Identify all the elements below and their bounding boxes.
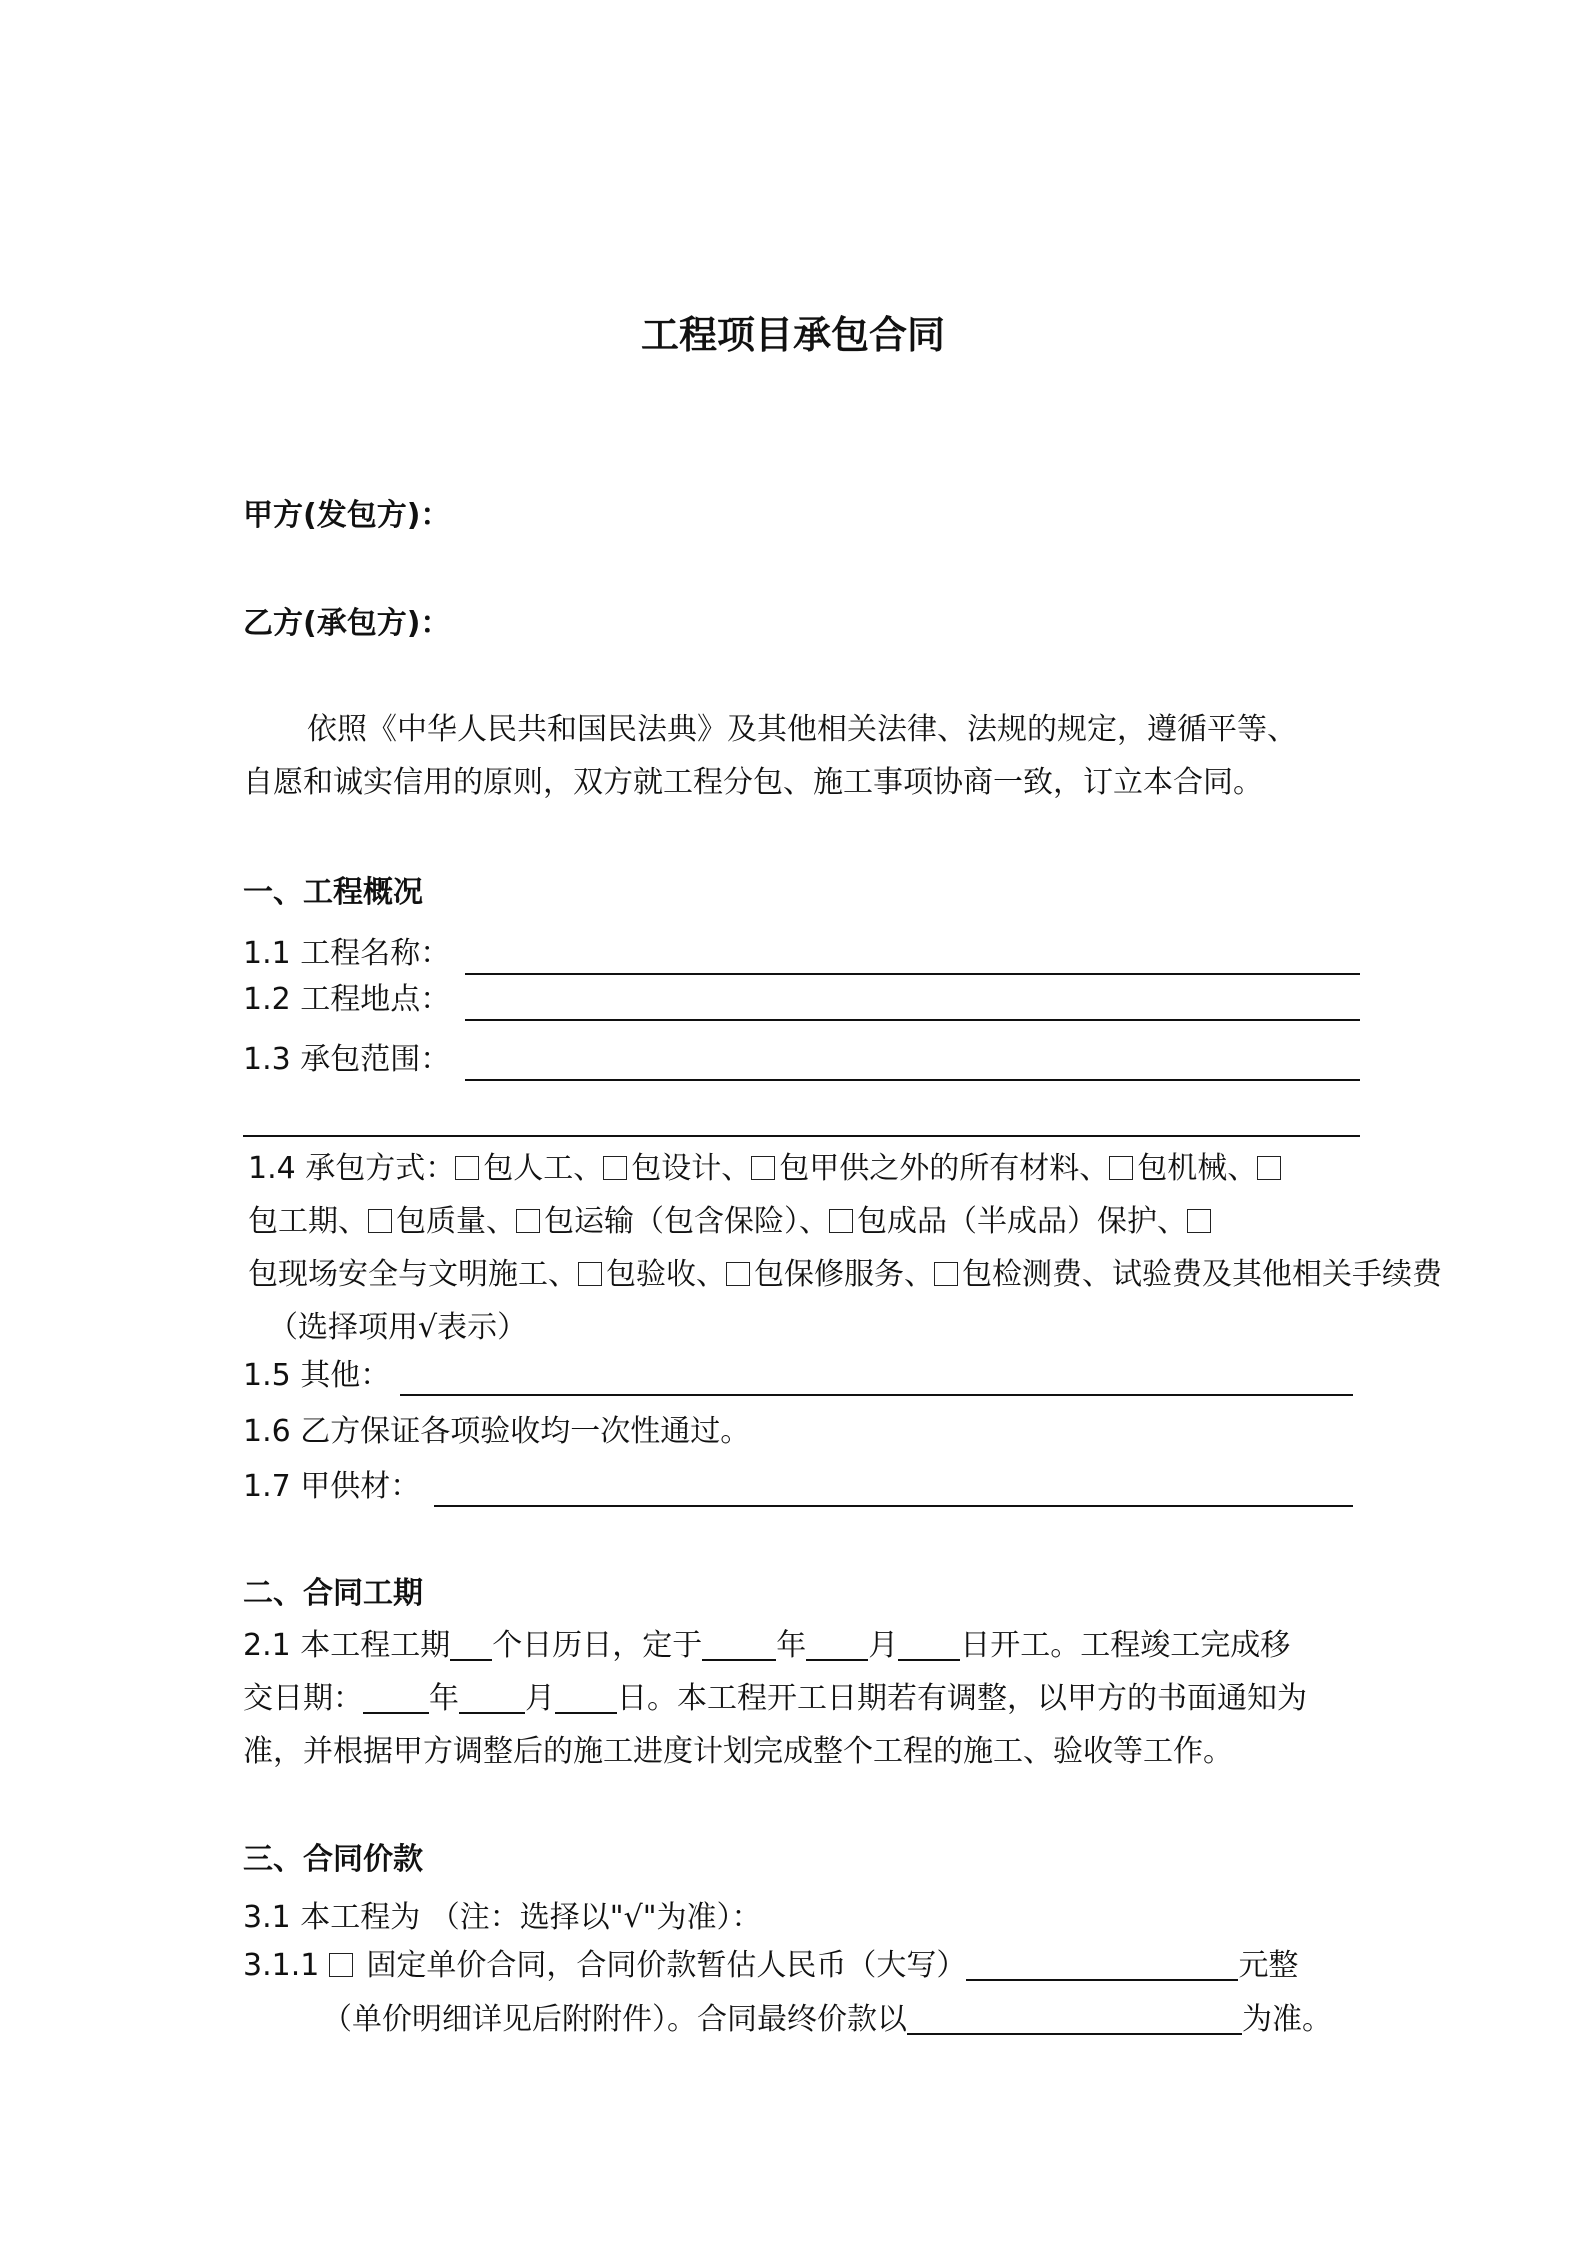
item-3-1-1-text: 固定单价合同，合同价款暂估人民币（大写） — [366, 1948, 967, 1983]
contract-title: 工程项目承包合同 — [640, 313, 945, 357]
intro-line-2: 自愿和诚实信用的原则，双方就工程分包、施工事项协商一致，订立本合同。 — [243, 765, 1263, 800]
party-a-label: 甲方(发包方)： — [243, 498, 451, 533]
item-3-1-text: 3.1 本工程为 （注：选择以"√"为准）： — [243, 1900, 762, 1935]
handover-year-blank[interactable] — [363, 1682, 429, 1714]
section-1-heading: 一、工程概况 — [243, 875, 423, 910]
checkbox-transport[interactable] — [516, 1209, 540, 1233]
item-2-1-text-adjust: 日。本工程开工日期若有调整，以甲方的书面通知为 — [617, 1681, 1307, 1716]
checkbox-warranty[interactable] — [726, 1262, 750, 1286]
option-acceptance: 包验收、 — [606, 1257, 726, 1292]
contract-scope-blank[interactable] — [465, 1079, 1360, 1081]
item-2-1-line-3: 准，并根据甲方调整后的施工进度计划完成整个工程的施工、验收等工作。 — [243, 1734, 1233, 1769]
item-2-1-month: 月 — [868, 1628, 899, 1663]
checkbox-design[interactable] — [603, 1156, 627, 1180]
start-month-blank[interactable] — [806, 1629, 868, 1661]
project-location-blank[interactable] — [465, 1019, 1360, 1021]
owner-supplied-materials-blank[interactable] — [434, 1505, 1353, 1507]
duration-days-blank[interactable] — [450, 1629, 492, 1661]
handover-day-blank[interactable] — [555, 1682, 617, 1714]
item-1-6-text: 1.6 乙方保证各项验收均一次性通过。 — [243, 1414, 751, 1449]
checkbox-schedule[interactable] — [1257, 1156, 1281, 1180]
item-2-1-handover-label: 交日期： — [243, 1681, 363, 1716]
item-2-1-text-b: 个日历日，定于 — [492, 1628, 703, 1663]
item-2-1-text-e: 日开工。工程竣工完成移 — [960, 1628, 1291, 1663]
estimated-price-blank[interactable] — [966, 1949, 1238, 1981]
item-1-4-note: （选择项用√表示） — [268, 1310, 528, 1345]
item-1-2-label: 1.2 工程地点： — [243, 982, 451, 1017]
checkbox-fixed-unit-price[interactable] — [329, 1953, 353, 1977]
item-2-1-handover-month: 月 — [525, 1681, 555, 1716]
item-3-1-1-line — [243, 1946, 1298, 1986]
contract-scope-blank-2[interactable] — [243, 1135, 1360, 1137]
final-price-basis-blank[interactable] — [907, 2003, 1242, 2035]
checkbox-testing-fees[interactable] — [934, 1262, 958, 1286]
option-materials: 包甲供之外的所有材料、 — [779, 1151, 1110, 1186]
item-2-1-text-a: 2.1 本工程工期 — [243, 1628, 451, 1663]
option-testing-fees: 包检测费、试验费及其他相关手续费 — [962, 1257, 1442, 1292]
item-3-1-1-number: 3.1.1 — [243, 1948, 320, 1983]
item-1-3-label: 1.3 承包范围： — [243, 1042, 451, 1077]
item-1-1-label: 1.1 工程名称： — [243, 936, 451, 971]
option-product-protection: 包成品（半成品）保护、 — [857, 1204, 1187, 1239]
start-year-blank[interactable] — [702, 1629, 776, 1661]
option-labor: 包人工、 — [483, 1151, 604, 1186]
section-2-heading: 二、合同工期 — [243, 1576, 423, 1611]
option-schedule: 包工期、 — [248, 1204, 368, 1239]
handover-month-blank[interactable] — [459, 1682, 525, 1714]
party-b-label: 乙方(承包方)： — [243, 606, 451, 641]
checkbox-materials[interactable] — [751, 1156, 775, 1180]
item-3-1-1-continuation — [322, 2000, 1332, 2040]
project-name-blank[interactable] — [465, 973, 1360, 975]
checkbox-acceptance[interactable] — [578, 1262, 602, 1286]
checkbox-product-protection[interactable] — [829, 1209, 853, 1233]
item-3-1-1-unit: 元整 — [1238, 1948, 1299, 1983]
item-2-1-year: 年 — [776, 1628, 807, 1663]
other-blank[interactable] — [400, 1394, 1353, 1396]
item-1-5-label: 1.5 其他： — [243, 1358, 391, 1393]
option-transport: 包运输（包含保险）、 — [544, 1204, 829, 1239]
item-2-1-handover-year: 年 — [429, 1681, 459, 1716]
checkbox-machinery[interactable] — [1109, 1156, 1133, 1180]
option-quality: 包质量、 — [396, 1204, 516, 1239]
item-3-1-1-cont-end: 为准。 — [1242, 2002, 1332, 2037]
item-3-1-1-cont-text: （单价明细详见后附附件）。合同最终价款以 — [322, 2002, 907, 2037]
option-warranty: 包保修服务、 — [754, 1257, 934, 1292]
checkbox-site-safety[interactable] — [1187, 1209, 1211, 1233]
checkbox-labor[interactable] — [455, 1156, 479, 1180]
intro-line-1: 依照《中华人民共和国民法典》及其他相关法律、法规的规定，遵循平等、 — [307, 712, 1297, 747]
checkbox-quality[interactable] — [368, 1209, 392, 1233]
item-1-4-label: 1.4 承包方式： — [248, 1151, 456, 1186]
section-3-heading: 三、合同价款 — [243, 1842, 423, 1877]
start-day-blank[interactable] — [898, 1629, 960, 1661]
intro-paragraph — [243, 703, 1297, 809]
item-1-4-block — [248, 1142, 1442, 1354]
item-1-7-label: 1.7 甲供材： — [243, 1469, 421, 1504]
option-site-safety: 包现场安全与文明施工、 — [248, 1257, 578, 1292]
item-2-1-block — [243, 1619, 1307, 1778]
option-machinery: 包机械、 — [1137, 1151, 1258, 1186]
option-design: 包设计、 — [631, 1151, 752, 1186]
